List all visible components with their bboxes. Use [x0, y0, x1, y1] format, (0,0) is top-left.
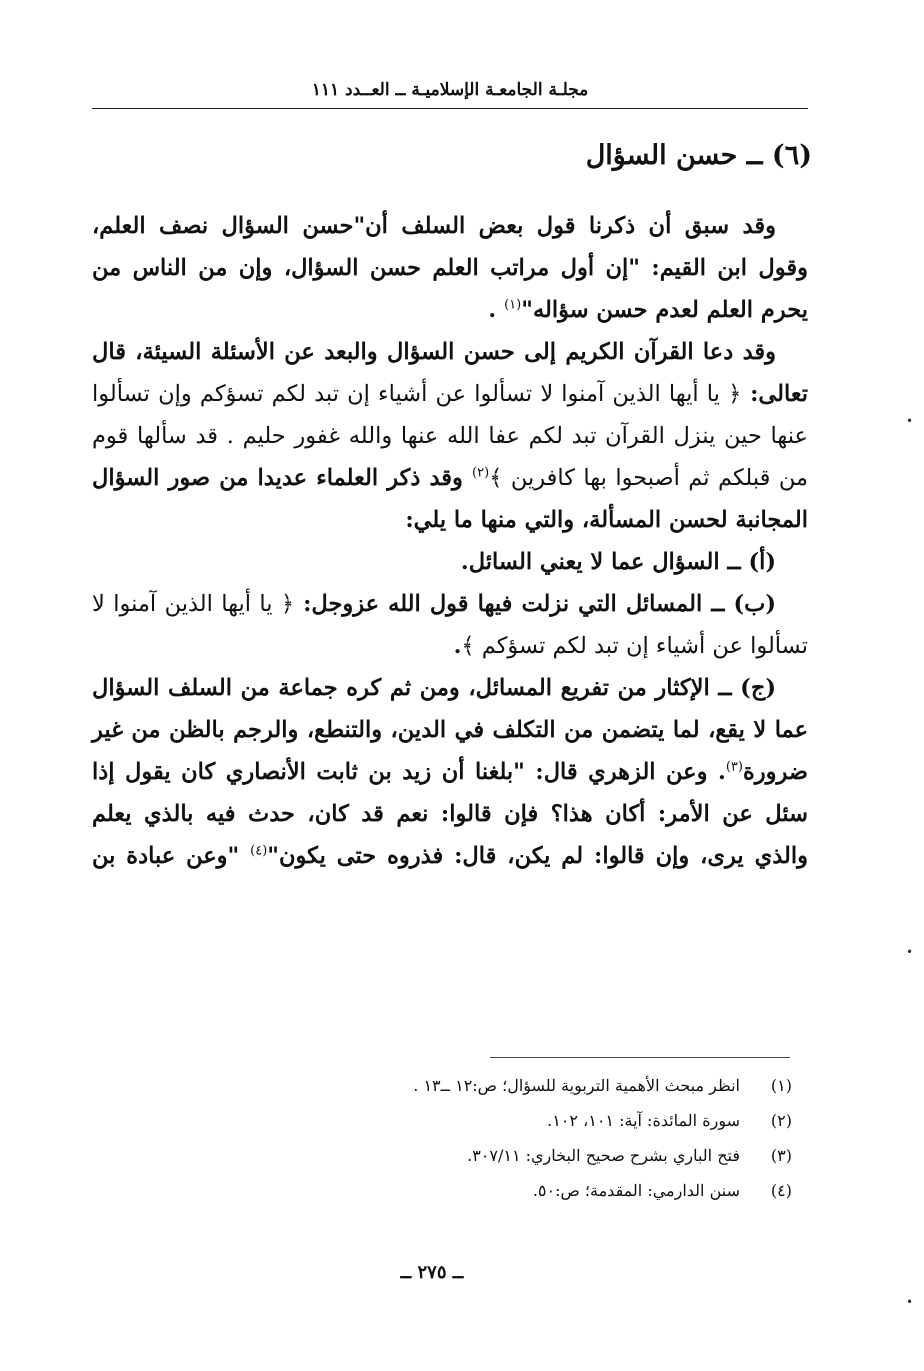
margin-dot: • [906, 945, 914, 959]
list-item-b [92, 583, 808, 667]
footnote-1 [92, 1068, 792, 1103]
paragraph-1 [92, 205, 808, 331]
header-rule [92, 108, 808, 109]
footnote-text: فتح الباري بشرح صحيح البخاري: ٣٠٧/١١. [467, 1146, 740, 1165]
paragraph-2 [92, 331, 808, 541]
list-item-c-text-3: "وعن عبادة بن [92, 843, 251, 869]
paragraph-1-text: وقد سبق أن ذكرنا قول بعض السلف أن"حسن السؤال نصف العلم، وقول ابن القيم: "إن أول مراتب العلم حسن السؤال، وإن من الناس من يحرم العلم لعدم حسن سؤاله" [92, 213, 808, 323]
paragraph-1-tail: . [488, 297, 505, 323]
list-item-b-tail: . [453, 633, 462, 659]
footnote-number: (١) [770, 1076, 792, 1095]
footnote-ref-4[interactable]: (٤) [250, 843, 268, 859]
footnote-text: سنن الدارمي: المقدمة؛ ص:٥٠. [532, 1181, 740, 1200]
list-item-c-text-1: (ج) ــ الإكثار من تفريع المسائل، ومن ثم كره جماعة من السلف السؤال عما لا يقع، لما يتضمن من التكلف في الدين، والتنطع، والرجم بالظن من غير ضرورة [92, 675, 808, 785]
list-item-c [92, 667, 808, 877]
footnote-number: (٤) [770, 1181, 792, 1200]
footnote-2 [92, 1103, 792, 1138]
footnote-3 [92, 1138, 792, 1173]
footnote-number: (٢) [770, 1111, 792, 1130]
page-number: ــ ٢٧٥ ــ [400, 1262, 464, 1283]
list-item-a: (أ) ــ السؤال عما لا يعني السائل. [460, 549, 776, 575]
quran-verse-2: ﴿ يا أيها الذين آمنوا لا تسألوا عن أشياء إن تبد لكم تسؤكم ﴾ [92, 591, 808, 659]
body-text [92, 205, 808, 877]
quran-verse-1: ﴿ يا أيها الذين آمنوا لا تسألوا عن أشياء إن تبد لكم تسؤكم وإن تسألوا عنها حين ينزل القرآن تبد لكم عفا الله عنها والله غفور حليم . قد سألها قوم من قبلكم ثم أصبحوا بها كافرين ﴾ [92, 381, 808, 491]
section-heading: (٦) ــ حسن السؤال [585, 140, 812, 171]
footnote-separator [490, 1057, 790, 1058]
footnote-4 [92, 1173, 792, 1208]
list-item-b-intro: (ب) ــ المسائل التي نزلت فيها قول الله عزوجل: [294, 591, 776, 617]
footnote-ref-2[interactable]: (٢) [472, 465, 490, 481]
footnote-number: (٣) [770, 1146, 792, 1165]
paragraph-2-intro: وقد دعا القرآن الكريم إلى حسن السؤال والبعد عن الأسئلة السيئة، قال تعالى: [92, 339, 808, 407]
list-item-c-text-2: . وعن الزهري قال: "بلغنا أن زيد بن ثابت الأنصاري كان يقول إذا سئل عن الأمر: أكان هذا؟ فإن قالوا: نعم قد كان، حدث فيه بالذي يعلم والذي يرى، وإن قالوا: لم يكن، قال: فذروه حتى يكون" [92, 759, 808, 869]
paragraph-2-tail: وقد ذكر العلماء عديدا من صور السؤال المجانبة لحسن المسألة، والتي منها ما يلي: [92, 465, 808, 533]
footnote-text: سورة المائدة: آية: ١٠١، ١٠٢. [547, 1111, 740, 1130]
margin-dot: • [906, 414, 914, 428]
margin-dot: • [906, 1295, 914, 1309]
footnote-ref-1[interactable]: (١) [504, 297, 522, 313]
footnotes [92, 1068, 792, 1208]
footnote-ref-3[interactable]: (٣) [725, 759, 743, 775]
running-header: مجلـة الجامعـة الإسلاميـة ــ العــدد ١١١ [311, 80, 589, 100]
footnote-text: انظر مبحث الأهمية التربوية للسؤال؛ ص:١٢ ــ١٣ . [413, 1076, 740, 1095]
